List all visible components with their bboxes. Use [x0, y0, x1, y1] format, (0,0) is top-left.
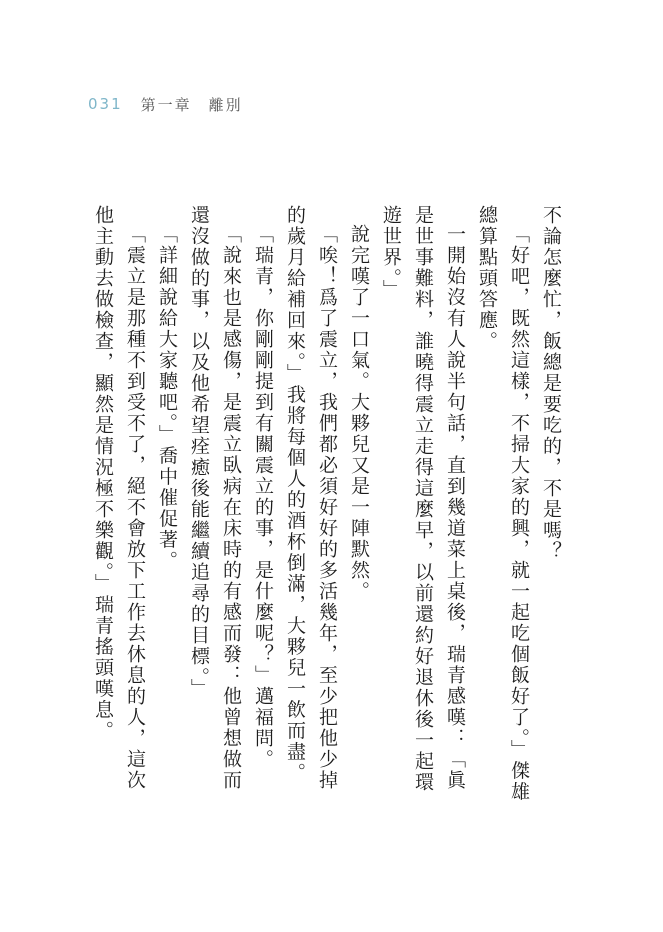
paragraph-7: 「說來也是感傷，是震立臥病在床時的有感而發：他曾想做而還沒做的事，以及他希望痊癒後能繼續追尋的目標。」 — [188, 205, 242, 791]
paragraph-3: 一開始沒有人說半句話，直到幾道菜上桌後，瑞青感嘆：「眞是世事難料，誰曉得震立走得這麼早，以前還約好退休後一起環遊世界。」 — [380, 205, 466, 793]
paragraph-9: 「震立是那種不到受不了，絕不會放下工作去休息的人，這次他主動去做檢查，顯然是情況極不樂觀。」瑞青搖頭嘆息。 — [92, 205, 146, 791]
paragraph-5: 「唉！爲了震立，我們都必須好好的多活幾年，至少把他少掉的歲月給補回來。」我將每個人的酒杯倒滿，大夥兒一飲而盡。 — [284, 205, 338, 791]
page-number: 031 — [88, 95, 123, 113]
paragraph-8: 「詳細說給大家聽吧。」喬中催促著。 — [156, 224, 178, 572]
paragraph-1: 不論怎麼忙，飯總是要吃的，不是嗎？ — [540, 205, 562, 562]
paragraph-2: 「好吧，既然這樣，不掃大家的興，就一起吃個飯好了。」傑雄總算點頭答應。 — [476, 205, 530, 803]
vertical-body-text — [87, 205, 567, 805]
chapter-title: 第一章 離別 — [140, 95, 243, 114]
paragraph-4: 說完嘆了一口氣。大夥兒又是一陣默然。 — [348, 224, 370, 602]
running-header — [88, 92, 243, 116]
paragraph-6: 「瑞青，你剛剛提到有關震立的事，是什麼呢？」邁福問。 — [252, 224, 274, 770]
